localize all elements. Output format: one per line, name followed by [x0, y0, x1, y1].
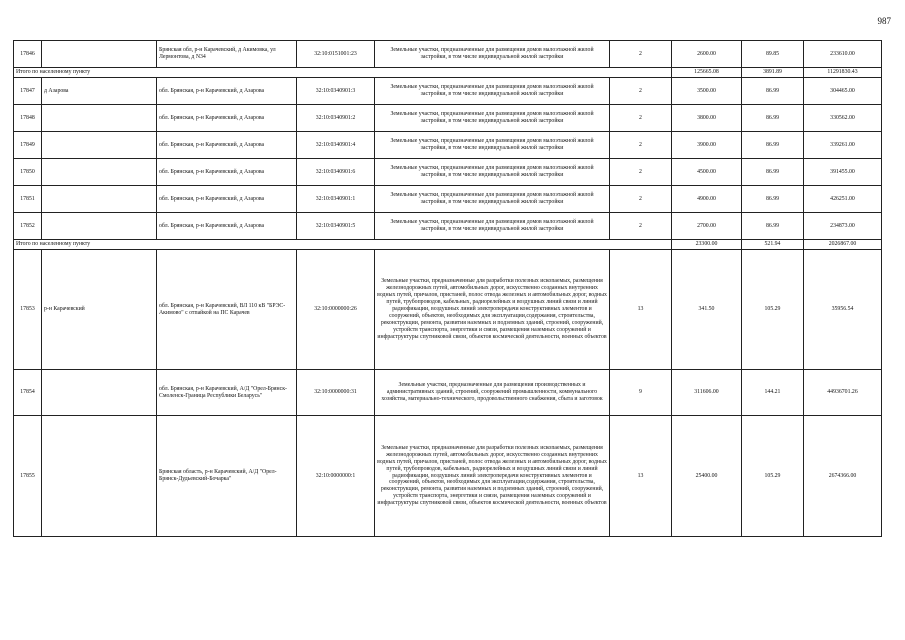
settlement-name: д Азарова	[42, 78, 157, 105]
use-category: 2	[610, 78, 672, 105]
total-rate: 521.94	[742, 240, 804, 250]
specific-value: 89.85	[742, 41, 804, 68]
register-body	[14, 41, 882, 537]
specific-value: 86.99	[742, 132, 804, 159]
use-category: 9	[610, 370, 672, 416]
specific-value: 105.29	[742, 250, 804, 370]
table-row	[14, 41, 882, 68]
table-row	[14, 370, 882, 416]
record-address: обл. Брянская, р-н Карачевский, д Азарова	[157, 213, 297, 240]
use-category: 2	[610, 41, 672, 68]
total-row	[14, 68, 882, 78]
record-number: 17849	[14, 132, 42, 159]
land-use-purpose: Земельные участки, предназначенные для размещения домов малоэтажной жилой застройки, в том числе индивидуальной жилой застройки	[375, 213, 610, 240]
land-use-purpose: Земельные участки, предназначенные для размещения домов малоэтажной жилой застройки, в том числе индивидуальной жилой застройки	[375, 159, 610, 186]
land-area: 4500.00	[672, 159, 742, 186]
cadastral-register-table	[13, 40, 882, 537]
land-use-purpose: Земельные участки, предназначенные для размещения домов малоэтажной жилой застройки, в том числе индивидуальной жилой застройки	[375, 78, 610, 105]
table-row	[14, 186, 882, 213]
land-area: 311606.00	[672, 370, 742, 416]
table-row	[14, 416, 882, 537]
cadastral-value: 304465.00	[804, 78, 882, 105]
record-address: обл. Брянская, р-н Карачевский, д Азарова	[157, 105, 297, 132]
record-address: обл. Брянская, р-н Карачевский, А/Д "Орел-Брянск-Смоленск-Граница Республики Беларусь"	[157, 370, 297, 416]
cadastral-value: 339261.00	[804, 132, 882, 159]
page-number: 987	[877, 16, 891, 26]
settlement-name: р-н Карачевский	[42, 250, 157, 370]
record-address: обл. Брянская, р-н Карачевский, д Азарова	[157, 78, 297, 105]
use-category: 13	[610, 416, 672, 537]
total-cost: 11291830.43	[804, 68, 882, 78]
land-area: 341.50	[672, 250, 742, 370]
record-number: 17850	[14, 159, 42, 186]
cadastral-number: 32:10:0000000:31	[297, 370, 375, 416]
record-address: Брянская область, р-н Карачевский, А/Д "Орел-Брянск-Дудьевский-Бочарка"	[157, 416, 297, 537]
land-use-purpose: Земельные участки, предназначенные для разработки полезных ископаемых, размещения железнодорожных путей, автомобильных дорог, искусственно созданных внутренних водных путей, причалов, пристаней, полос отвода железных и автомобильных дорог, водных путей, трубопроводов, кабельных, радиорелейных и воздушных линий связи и линий радиофикации, воздушных линий электропередачи конструктивных элементов и сооружений, объектов, необходимых для эксплуатации,содержания, строительства, реконструкции, ремонта, развития наземных и подземных зданий, строений, сооружений, устройств транспорта, энергетики и связи, размещения наземных сооружений и инфраструктуры спутниковой связи, объектов космической деятельности, военных объектов	[375, 250, 610, 370]
record-address: обл. Брянская, р-н Карачевский, д Азарова	[157, 132, 297, 159]
table-row	[14, 132, 882, 159]
record-number: 17854	[14, 370, 42, 416]
record-address: обл. Брянская, р-н Карачевский, д Азарова	[157, 186, 297, 213]
total-area: 125665.08	[672, 68, 742, 78]
settlement-name	[42, 213, 157, 240]
specific-value: 86.99	[742, 213, 804, 240]
cadastral-value: 35956.54	[804, 250, 882, 370]
land-use-purpose: Земельные участки, предназначенные для разработки полезных ископаемых, размещения железнодорожных путей, автомобильных дорог, искусственно созданных внутренних водных путей, причалов, пристаней, полос отвода железных и автомобильных дорог, водных путей, трубопроводов, кабельных, радиорелейных и воздушных линий связи и линий радиофикации, воздушных линий электропередачи конструктивных элементов и сооружений, объектов, необходимых для эксплуатации,содержания, строительства, реконструкции, ремонта, развития наземных и подземных зданий, строений, сооружений, устройств транспорта, энергетики и связи, размещения наземных сооружений и инфраструктуры спутниковой связи, объектов космической деятельности, военных объектов	[375, 416, 610, 537]
record-number: 17852	[14, 213, 42, 240]
table-row	[14, 159, 882, 186]
land-area: 25400.00	[672, 416, 742, 537]
record-address: обл. Брянская, р-н Карачевский, д Азарова	[157, 159, 297, 186]
cadastral-number: 32:10:0340901:6	[297, 159, 375, 186]
land-area: 3900.00	[672, 132, 742, 159]
total-row	[14, 240, 882, 250]
land-use-purpose: Земельные участки, предназначенные для размещения домов малоэтажной жилой застройки, в том числе индивидуальной жилой застройки	[375, 186, 610, 213]
use-category: 2	[610, 159, 672, 186]
land-use-purpose: Земельные участки, предназначенные для размещения домов малоэтажной жилой застройки, в том числе индивидуальной жилой застройки	[375, 41, 610, 68]
cadastral-number: 32:10:0340901:5	[297, 213, 375, 240]
land-area: 2600.00	[672, 41, 742, 68]
table-row	[14, 250, 882, 370]
use-category: 13	[610, 250, 672, 370]
settlement-name	[42, 416, 157, 537]
cadastral-number: 32:10:0340901:1	[297, 186, 375, 213]
cadastral-number: 32:10:0340901:2	[297, 105, 375, 132]
cadastral-number: 32:10:0340901:4	[297, 132, 375, 159]
cadastral-number: 32:10:0151001:23	[297, 41, 375, 68]
record-number: 17853	[14, 250, 42, 370]
land-use-purpose: Земельные участки, предназначенные для размещения домов малоэтажной жилой застройки, в том числе индивидуальной жилой застройки	[375, 105, 610, 132]
cadastral-value: 2674366.00	[804, 416, 882, 537]
specific-value: 105.29	[742, 416, 804, 537]
use-category: 2	[610, 132, 672, 159]
land-use-purpose: Земельные участки, предназначенные для размещения производственных и административных зданий, строений, сооружений промышленности, коммунального хозяйства, материально-технического, продовольственного снабжения, сбыта и заготовок	[375, 370, 610, 416]
record-number: 17851	[14, 186, 42, 213]
settlement-name	[42, 370, 157, 416]
total-label: Итого по населенному пункту	[14, 68, 672, 78]
land-use-purpose: Земельные участки, предназначенные для размещения домов малоэтажной жилой застройки, в том числе индивидуальной жилой застройки	[375, 132, 610, 159]
cadastral-value: 233610.00	[804, 41, 882, 68]
settlement-name	[42, 105, 157, 132]
table-row	[14, 78, 882, 105]
record-number: 17848	[14, 105, 42, 132]
use-category: 2	[610, 213, 672, 240]
total-rate: 3891.89	[742, 68, 804, 78]
total-label: Итого по населенному пункту	[14, 240, 672, 250]
cadastral-number: 32:10:0000000:1	[297, 416, 375, 537]
cadastral-number: 32:10:0000000:26	[297, 250, 375, 370]
cadastral-value: 330562.00	[804, 105, 882, 132]
record-number: 17847	[14, 78, 42, 105]
specific-value: 86.99	[742, 159, 804, 186]
cadastral-value: 234873.00	[804, 213, 882, 240]
cadastral-value: 391455.00	[804, 159, 882, 186]
use-category: 2	[610, 186, 672, 213]
specific-value: 86.99	[742, 78, 804, 105]
table-row	[14, 213, 882, 240]
total-area: 23300.00	[672, 240, 742, 250]
record-number: 17846	[14, 41, 42, 68]
land-area: 3800.00	[672, 105, 742, 132]
total-cost: 2026867.00	[804, 240, 882, 250]
land-area: 2700.00	[672, 213, 742, 240]
cadastral-number: 32:10:0340901:3	[297, 78, 375, 105]
table-row	[14, 105, 882, 132]
record-address: обл. Брянская, р-н Карачевский, ВЛ 110 кВ "БРЭС-Акимово" с отпайкой на ПС Карачев	[157, 250, 297, 370]
use-category: 2	[610, 105, 672, 132]
record-number: 17855	[14, 416, 42, 537]
specific-value: 86.99	[742, 105, 804, 132]
cadastral-value: 426251.00	[804, 186, 882, 213]
record-address: Брянская обл, р-н Карачевский, д Акимовка, ул Лермонтова, д N34	[157, 41, 297, 68]
specific-value: 86.99	[742, 186, 804, 213]
settlement-name	[42, 186, 157, 213]
specific-value: 144.21	[742, 370, 804, 416]
cadastral-value: 44936701.26	[804, 370, 882, 416]
land-area: 4900.00	[672, 186, 742, 213]
land-area: 3500.00	[672, 78, 742, 105]
settlement-name	[42, 132, 157, 159]
settlement-name	[42, 159, 157, 186]
settlement-name	[42, 41, 157, 68]
